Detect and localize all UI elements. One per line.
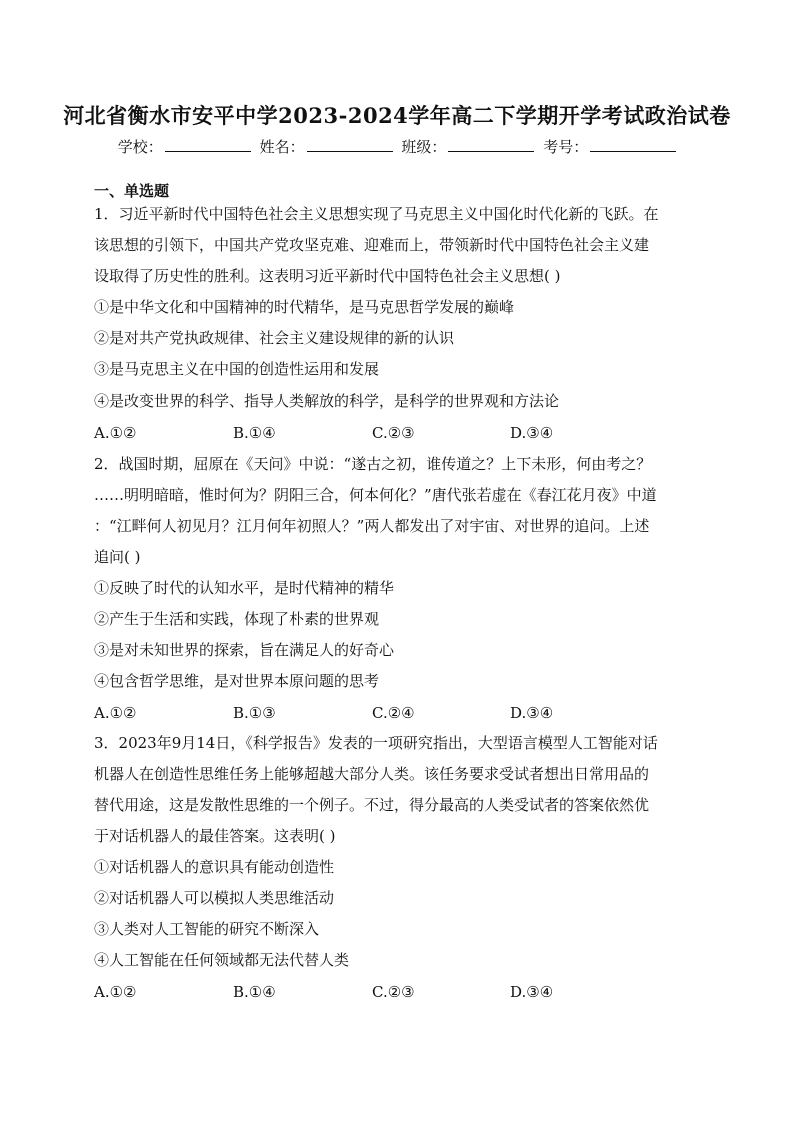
school-label: 学校： (117, 138, 163, 156)
q3-choice-d[interactable]: D.③④ (510, 983, 554, 1001)
school-blank (165, 137, 251, 152)
q1-choice-b[interactable]: B.①④ (233, 424, 276, 442)
number-label: 考号： (543, 138, 589, 156)
q1-stem-line: 1．习近平新时代中国特色社会主义思想实现了马克思主义中国化时代化新的飞跃。在 (94, 205, 659, 223)
q3-statement: ①对话机器人的意识具有能动创造性 (94, 858, 335, 876)
q3-statement: ④人工智能在任何领域都无法代替人类 (94, 951, 350, 969)
q2-stem-line: 2．战国时期，屈原在《天问》中说：“遂古之初，谁传道之？上下未形，何由考之？ (94, 455, 652, 473)
q2-stem-line: ……明明暗暗，惟时何为？阴阳三合，何本何化？”唐代张若虚在《春江花月夜》中道 (94, 486, 657, 504)
q2-choice-a[interactable]: A.①② (94, 704, 137, 722)
q2-choice-d[interactable]: D.③④ (510, 704, 554, 722)
q1-choice-d[interactable]: D.③④ (510, 424, 554, 442)
exam-title: 河北省衡水市安平中学2023-2024学年高二下学期开学考试政治试卷 (63, 103, 731, 128)
section-heading: 一、单选题 (94, 182, 170, 200)
q3-stem-line: 机器人在创造性思维任务上能够超越大部分人类。该任务要求受试者想出日常用品的 (94, 765, 650, 783)
q2-statement: ②产生于生活和实践，体现了朴素的世界观 (94, 610, 380, 628)
q1-stem-line: 该思想的引领下，中国共产党攻坚克难、迎难而上，带领新时代中国特色社会主义建 (94, 236, 650, 254)
class-label: 班级： (401, 138, 447, 156)
q1-statement: ①是中华文化和中国精神的时代精华，是马克思哲学发展的巅峰 (94, 298, 515, 316)
name-blank (307, 137, 393, 152)
q3-choice-a[interactable]: A.①② (94, 983, 137, 1001)
q3-statement: ③人类对人工智能的研究不断深入 (94, 920, 320, 938)
class-field (401, 136, 534, 157)
name-field (260, 136, 393, 157)
q1-statement: ③是马克思主义在中国的创造性运用和发展 (94, 360, 380, 378)
q3-statement: ②对话机器人可以模拟人类思维活动 (94, 889, 335, 907)
student-info-row (0, 136, 794, 157)
q1-stem-line: 设取得了历史性的胜利。这表明习近平新时代中国特色社会主义思想( ) (94, 267, 561, 285)
q1-statement: ②是对共产党执政规律、社会主义建设规律的新的认识 (94, 329, 455, 347)
class-blank (448, 137, 534, 152)
q3-choice-c[interactable]: C.②③ (372, 983, 415, 1001)
q1-statement: ④是改变世界的科学、指导人类解放的科学，是科学的世界观和方法论 (94, 392, 560, 410)
number-field (543, 136, 676, 157)
q2-stem-line: 追问( ) (94, 548, 141, 566)
school-field (118, 136, 251, 157)
name-label: 姓名： (259, 138, 305, 156)
q2-statement: ①反映了时代的认知水平，是时代精神的精华 (94, 579, 395, 597)
number-blank (590, 137, 676, 152)
q1-choice-a[interactable]: A.①② (94, 424, 137, 442)
q2-statement: ④包含哲学思维，是对世界本原问题的思考 (94, 672, 380, 690)
q3-choice-b[interactable]: B.①④ (233, 983, 276, 1001)
q2-choice-c[interactable]: C.②④ (372, 704, 415, 722)
q2-stem-line: ：“江畔何人初见月？江月何年初照人？”两人都发出了对宇宙、对世界的追问。上述 (94, 517, 650, 535)
q2-choice-b[interactable]: B.①③ (233, 704, 276, 722)
q3-stem-line: 3．2023年9月14日，《科学报告》发表的一项研究指出，大型语言模型人工智能对话 (94, 734, 658, 752)
q3-stem-line: 替代用途，这是发散性思维的一个例子。不过，得分最高的人类受试者的答案依然优 (94, 796, 650, 814)
q3-stem-line: 于对话机器人的最佳答案。这表明( ) (94, 827, 336, 845)
q2-statement: ③是对未知世界的探索，旨在满足人的好奇心 (94, 641, 395, 659)
q1-choice-c[interactable]: C.②③ (372, 424, 415, 442)
